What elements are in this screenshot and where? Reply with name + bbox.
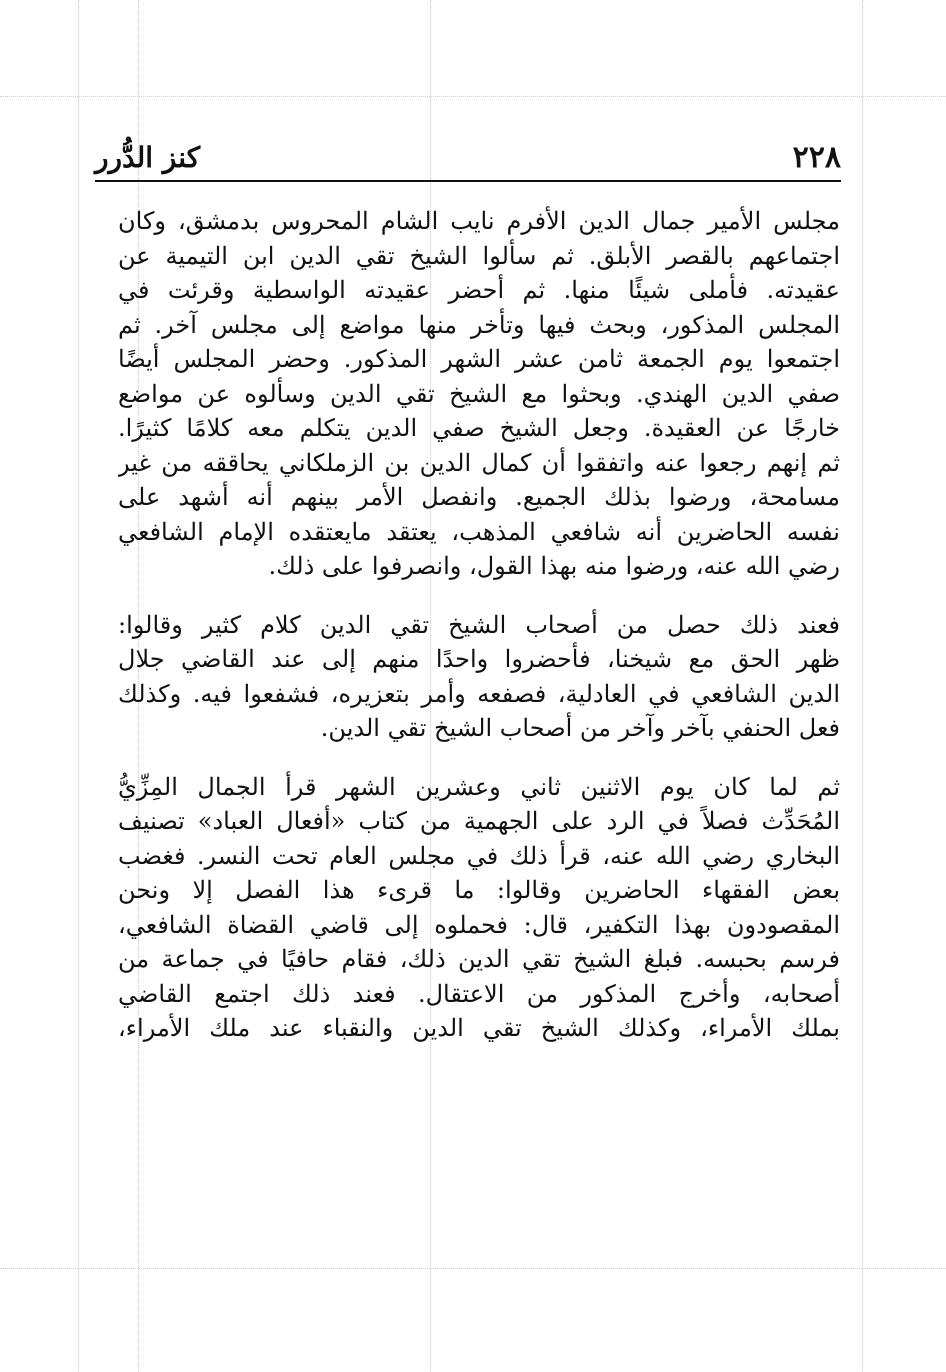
text-line: فرسم بحبسه. فبلغ الشيخ تقي الدين ذلك، فقام حافيًا في جماعة من xyxy=(118,945,840,973)
text-line: بعض الفقهاء الحاضرين وقالوا: ما قرىء هذا الفصل إلا ونحن xyxy=(118,876,840,904)
text-line: نفسه الحاضرين أنه شافعي المذهب، يعتقد مايعتقده الإمام الشافعي xyxy=(118,517,840,546)
text-line: ثم إنهم رجعوا عنه واتفقوا أن كمال الدين بن الزملكاني يحاققه من غير xyxy=(118,448,840,477)
text-line: خارجًا عن العقيدة. وجعل الشيخ صفي الدين يتكلم معه كلامًا كثيرًا. xyxy=(118,414,840,442)
scan-guide-line xyxy=(862,0,863,1372)
scan-guide-line xyxy=(78,0,79,1372)
text-line: المقصودون بهذا التكفير، قال: فحملوه إلى قاضي القضاة الشافعي، xyxy=(118,910,840,939)
text-line: بملك الأمراء، وكذلك الشيخ تقي الدين والنقباء عند ملك الأمراء، xyxy=(118,1014,840,1042)
scan-guide-line xyxy=(0,1268,946,1269)
text-line: اجتماعهم بالقصر الأبلق. ثم سألوا الشيخ تقي الدين ابن التيمية عن xyxy=(118,241,840,270)
text-line: رضي الله عنه، ورضوا منه بهذا القول، وانصرفوا على ذلك. xyxy=(268,552,840,580)
paragraph xyxy=(118,204,840,584)
text-line: مسامحة، ورضوا بذلك الجميع. وانفصل الأمر بينهم أنه أشهد على xyxy=(118,483,840,511)
text-line: ثم لما كان يوم الاثنين ثاني وعشرين الشهر قرأ الجمال المِزِّيُّ xyxy=(118,772,840,801)
text-line: اجتمعوا يوم الجمعة ثامن عشر الشهر المذكور. وحضر المجلس أيضًا xyxy=(118,345,840,373)
text-line: مجلس الأمير جمال الدين الأفرم نايب الشام المحروس بدمشق، وكان xyxy=(118,207,840,235)
running-title: كنز الدُّرر xyxy=(95,141,201,174)
page-header xyxy=(95,138,841,178)
page-number: ٢٢٨ xyxy=(792,140,841,175)
scan-guide-line xyxy=(0,96,946,97)
text-line: المُحَدِّث فصلاً في الرد على الجهمية من كتاب «أفعال العباد» تصنيف xyxy=(118,807,840,835)
text-line: الدين الشافعي في العادلية، فصفعه وأمر بتعزيره، فشفعوا فيه. وكذلك xyxy=(118,679,840,708)
text-line: المجلس المذكور، وبحث فيها وتأخر منها مواضع إلى مجلس آخر. ثم xyxy=(118,310,840,339)
header-rule xyxy=(95,180,841,182)
body-text xyxy=(118,204,840,1046)
text-line: صفي الدين الهندي. وبحثوا مع الشيخ تقي الدين وسألوه عن مواضع xyxy=(118,379,840,408)
text-line: أصحابه، وأخرج المذكور من الاعتقال. فعند ذلك اجتمع القاضي xyxy=(118,979,840,1008)
text-line: عقيدته. فأملى شيئًا منها. ثم أحضر عقيدته الواسطية وقرئت في xyxy=(118,276,840,304)
text-line: فعند ذلك حصل من أصحاب الشيخ تقي الدين كلام كثير وقالوا: xyxy=(118,610,840,639)
paragraph xyxy=(118,770,840,1046)
text-line: ظهر الحق مع شيخنا، فأحضروا واحدًا منهم إلى عند القاضي جلال xyxy=(118,645,840,673)
text-line: فعل الحنفي بآخر وآخر من أصحاب الشيخ تقي الدين. xyxy=(320,714,840,742)
text-line: البخاري رضي الله عنه، قرأ ذلك في مجلس العام تحت النسر. فغضب xyxy=(118,841,840,870)
paragraph xyxy=(118,608,840,746)
